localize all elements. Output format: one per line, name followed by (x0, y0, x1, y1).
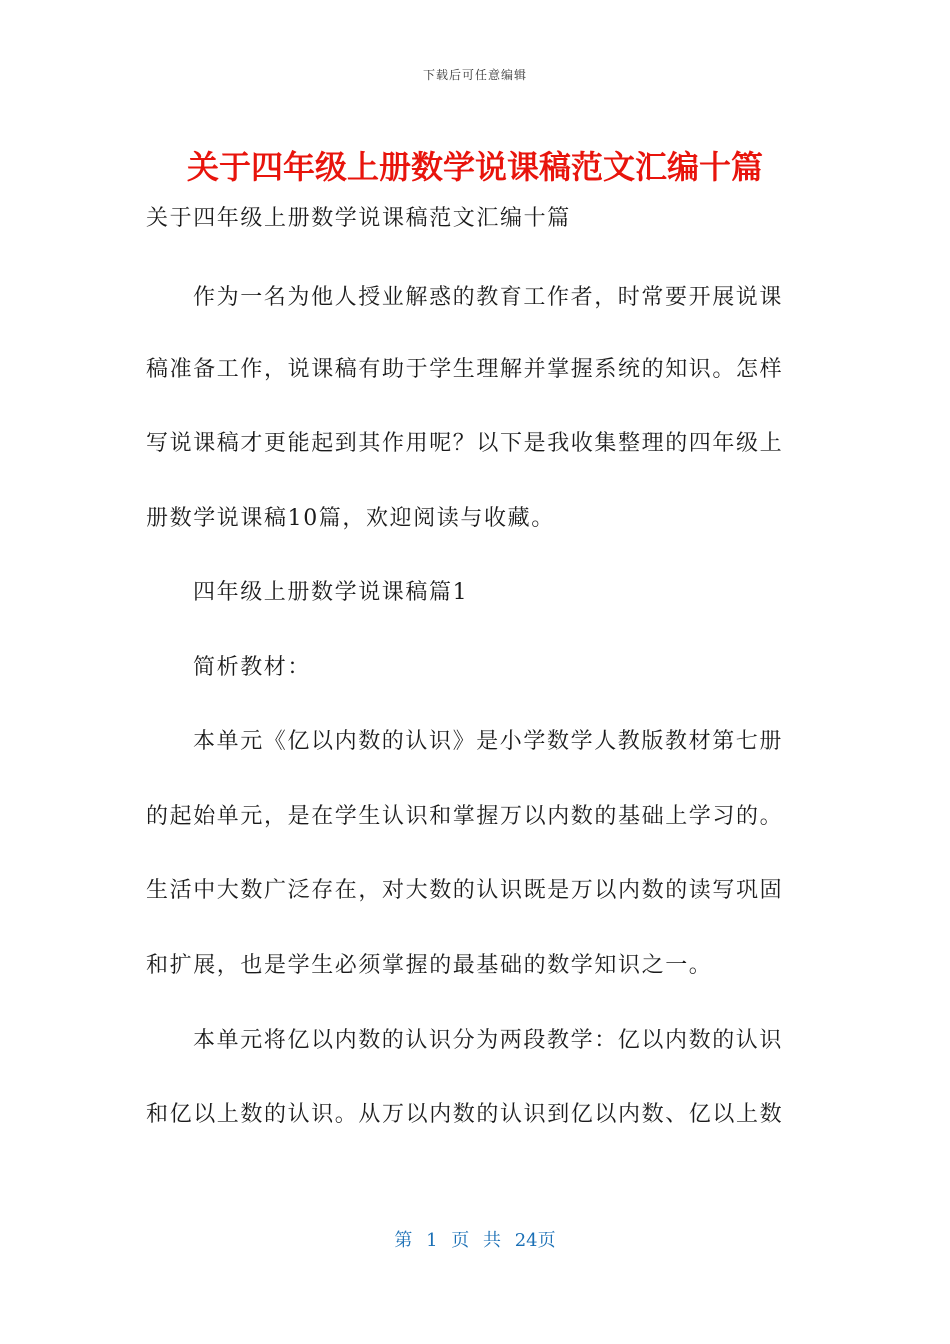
paragraph-line: 生活中大数广泛存在，对大数的认识既是万以内数的读写巩固 (146, 878, 784, 903)
paragraph-line: 本单元《亿以内数的认识》是小学数学人教版教材第七册 (193, 729, 784, 754)
paragraph-line: 的起始单元，是在学生认识和掌握万以内数的基础上学习的。 (146, 804, 784, 829)
page-header-note: 下载后可任意编辑 (422, 68, 527, 82)
paragraph-line: 写说课稿才更能起到其作用呢？以下是我收集整理的四年级上 (146, 431, 784, 456)
section-heading: 四年级上册数学说课稿篇1 (193, 580, 469, 605)
paragraph-line: 作为一名为他人授业解惑的教育工作者，时常要开展说课 (193, 285, 784, 310)
document-title: 关于四年级上册数学说课稿范文汇编十篇 (186, 148, 763, 186)
paragraph-line: 和扩展，也是学生必须掌握的最基础的数学知识之一。 (146, 953, 713, 978)
page-number-footer: 第 1 页 共 24页 (394, 1230, 556, 1251)
paragraph-line: 和亿以上数的认识。从万以内数的认识到亿以内数、亿以上数 (146, 1102, 784, 1127)
paragraph-line: 本单元将亿以内数的认识分为两段教学：亿以内数的认识 (193, 1028, 784, 1053)
section-subheading: 简析教材： (193, 655, 312, 680)
paragraph-line: 册数学说课稿10篇，欢迎阅读与收藏。 (146, 506, 555, 531)
subtitle-line: 关于四年级上册数学说课稿范文汇编十篇 (146, 206, 571, 231)
paragraph-line: 稿准备工作，说课稿有助于学生理解并掌握系统的知识。怎样 (146, 357, 784, 382)
